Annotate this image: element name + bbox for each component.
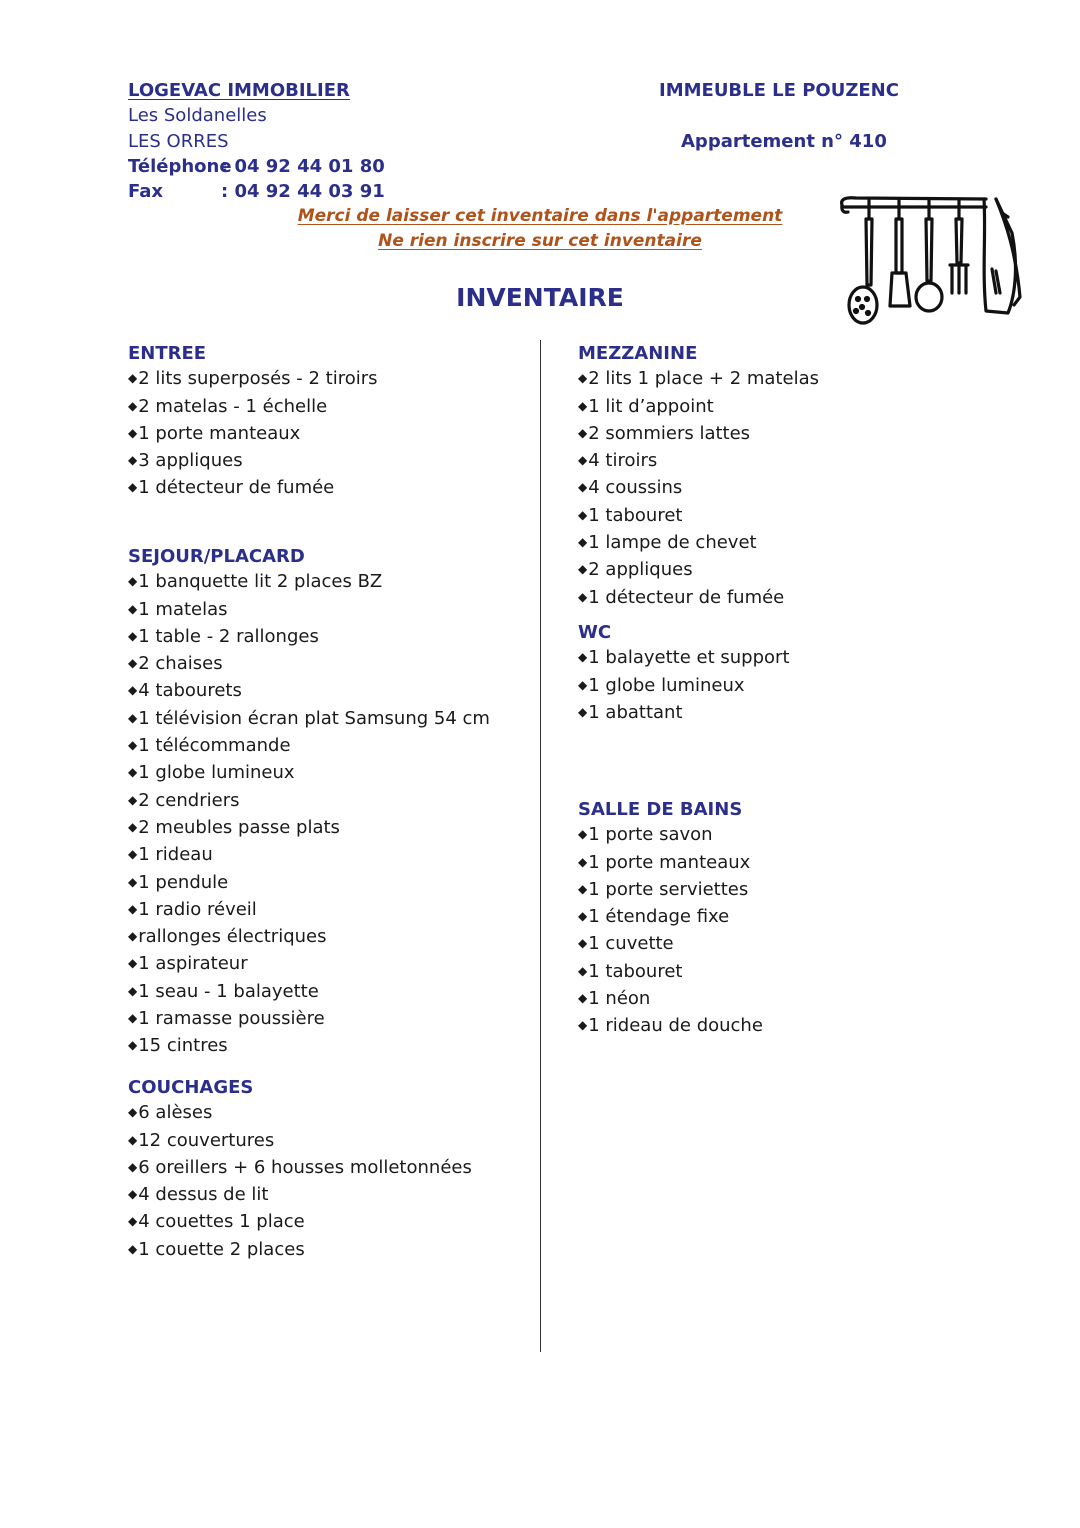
list-item: ◆4 dessus de lit [128,1184,269,1206]
list-item: ◆1 balayette et support [578,647,790,669]
list-item: ◆1 seau - 1 balayette [128,980,319,1002]
notice-do-not-write: Ne rien inscrire sur cet inventaire [378,231,702,251]
list-item: ◆1 tabouret [578,960,683,982]
list-item: ◆2 sommiers lattes [578,422,751,444]
list-item: ◆1 porte manteaux [128,422,301,444]
list-item: ◆1 banquette lit 2 places BZ [128,571,383,593]
address-line-1: Les Soldanelles [128,105,267,126]
section-title: COUCHAGES [128,1077,254,1098]
list-item: ◆1 porte serviettes [578,878,749,900]
list-item: ◆2 appliques [578,559,693,581]
section-salle-de-bains [578,797,763,1041]
section-sejour-placard [128,544,490,1061]
section-title: WC [578,622,612,643]
list-item: ◆1 radio réveil [128,898,257,920]
notice-leave-inventory: Merci de laisser cet inventaire dans l'appartement [297,206,783,226]
list-item: ◆1 télécommande [128,735,291,757]
list-item: ◆1 lit d’appoint [578,395,714,417]
list-item: ◆1 tabouret [578,504,683,526]
column-divider [540,340,541,1352]
phone-label: Téléphone [128,156,232,177]
list-item: ◆2 lits 1 place + 2 matelas [578,368,819,390]
list-item: ◆1 rideau de douche [578,1015,763,1037]
company-name: LOGEVAC IMMOBILIER [128,80,350,101]
building-name: IMMEUBLE LE POUZENC [659,80,899,101]
list-item: ◆6 alèses [128,1102,213,1124]
section-mezzanine [578,341,819,612]
phone-value: : 04 92 44 01 80 [221,156,385,177]
section-title: MEZZANINE [578,343,698,364]
section-title: ENTREE [128,343,207,364]
list-item: ◆1 rideau [128,844,213,866]
list-item: ◆4 couettes 1 place [128,1211,305,1233]
list-item: ◆1 globe lumineux [578,674,745,696]
list-item: ◆2 chaises [128,653,223,675]
section-wc [578,620,790,727]
list-item: ◆1 cuvette [578,933,674,955]
list-item: ◆1 pendule [128,871,229,893]
list-item: ◆1 détecteur de fumée [578,586,785,608]
list-item: ◆1 étendage fixe [578,906,730,928]
list-item: ◆2 meubles passe plats [128,816,340,838]
address-line-2: LES ORRES [128,131,229,152]
list-item: ◆15 cintres [128,1035,228,1057]
list-item: ◆1 abattant [578,701,683,723]
list-item: ◆1 lampe de chevet [578,532,757,554]
list-item: ◆rallonges électriques [128,926,327,948]
list-item: ◆6 oreillers + 6 housses molletonnées [128,1156,472,1178]
list-item: ◆1 télévision écran plat Samsung 54 cm [128,707,490,729]
page-title: INVENTAIRE [456,283,624,312]
fax-value: : 04 92 44 03 91 [221,181,385,202]
list-item: ◆1 couette 2 places [128,1238,305,1260]
fax-label: Fax [128,181,163,202]
list-item: ◆4 tiroirs [578,450,658,472]
list-item: ◆4 coussins [578,477,683,499]
list-item: ◆4 tabourets [128,680,242,702]
section-title: SEJOUR/PLACARD [128,546,305,567]
list-item: ◆1 néon [578,988,651,1010]
apartment-number: Appartement n° 410 [681,131,887,152]
list-item: ◆1 aspirateur [128,953,248,975]
section-title: SALLE DE BAINS [578,799,743,820]
list-item: ◆1 globe lumineux [128,762,295,784]
list-item: ◆1 ramasse poussière [128,1008,325,1030]
list-item: ◆1 porte savon [578,824,713,846]
list-item: ◆12 couvertures [128,1129,275,1151]
list-item: ◆1 détecteur de fumée [128,477,335,499]
list-item: ◆1 table - 2 rallonges [128,625,319,647]
list-item: ◆3 appliques [128,450,243,472]
list-item: ◆2 lits superposés - 2 tiroirs [128,368,378,390]
section-couchages [128,1075,472,1264]
list-item: ◆2 cendriers [128,789,240,811]
list-item: ◆1 porte manteaux [578,851,751,873]
list-item: ◆1 matelas [128,598,228,620]
section-entree [128,341,378,503]
kitchen-utensils-icon [836,193,1026,328]
list-item: ◆2 matelas - 1 échelle [128,395,328,417]
